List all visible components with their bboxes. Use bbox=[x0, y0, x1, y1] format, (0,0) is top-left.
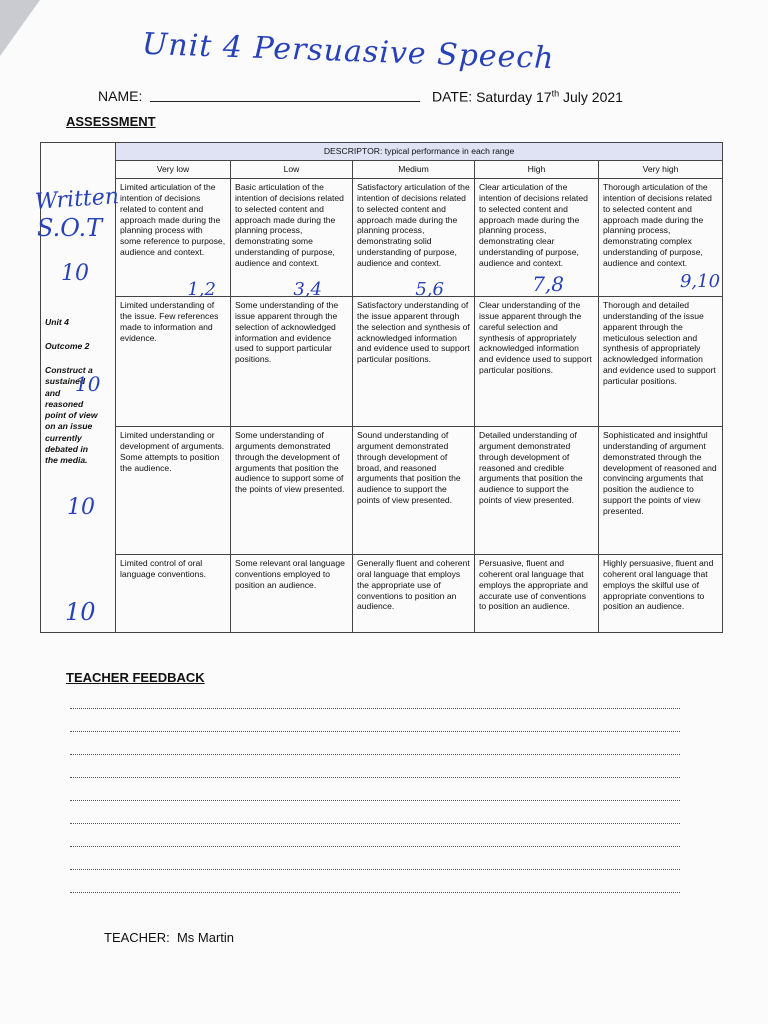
cell-r2-very-high: Thorough and detailed understanding of the issue apparent through the meticulous selection and synthesis of appropriately acknowledged information and evidence used to support particular positions. bbox=[599, 296, 723, 426]
assessment-heading: ASSESSMENT bbox=[66, 114, 156, 129]
level-low: Low bbox=[231, 160, 353, 178]
level-high: High bbox=[475, 160, 599, 178]
feedback-line[interactable] bbox=[70, 869, 680, 870]
feedback-line[interactable] bbox=[70, 777, 680, 778]
cell-r4-high: Persuasive, fluent and coherent oral language that employs the appropriate and accurate use of conventions to position an audience. bbox=[475, 554, 599, 632]
cell-r1-high bbox=[475, 178, 599, 296]
unit-label: Unit 4 bbox=[45, 317, 69, 327]
outcome-label: Outcome 2 bbox=[45, 341, 90, 351]
cell-r1-very-low bbox=[116, 178, 231, 300]
score-row-4: 10 bbox=[65, 598, 96, 626]
cell-r3-medium: Sound understanding of argument demonstrated through development of broad, and reasoned arguments that position the audience to support the points of view presented. bbox=[353, 426, 475, 554]
rubric-row-1 bbox=[41, 178, 723, 296]
rubric-row-2 bbox=[41, 296, 723, 426]
name-label: NAME: bbox=[98, 88, 143, 104]
teacher-label: TEACHER: bbox=[104, 930, 170, 945]
cell-r2-very-low: Limited understanding of the issue. Few references made to information and evidence. bbox=[116, 296, 231, 426]
hw-sot: S.O.T bbox=[37, 214, 103, 242]
task-line-7: currently bbox=[45, 433, 82, 443]
rubric-table bbox=[34, 142, 723, 633]
cell-r2-medium: Satisfactory understanding of the issue apparent through the selection and synthesis of acknowledged information and evidence used to support particular positions. bbox=[353, 296, 475, 426]
rubric-side-column bbox=[34, 143, 120, 633]
date-row bbox=[432, 88, 623, 105]
feedback-line[interactable] bbox=[70, 846, 680, 847]
feedback-line[interactable] bbox=[70, 800, 680, 801]
cell-r4-very-high: Highly persuasive, fluent and coherent oral language that employs the skilful use of appropriate conventions to position an audience. bbox=[599, 554, 723, 632]
level-medium: Medium bbox=[353, 160, 475, 178]
range-mark-4: 7,8 bbox=[532, 271, 564, 296]
cell-text: Thorough articulation of the intention of decisions related to selected content and approach made during the planning process, demonstrating complex understanding of purpose, audience and context. bbox=[603, 181, 712, 269]
date-value: Saturday 17th July 2021 bbox=[476, 88, 623, 105]
date-label: DATE: bbox=[432, 88, 473, 105]
cell-r3-very-high: Sophisticated and insightful understanding of argument demonstrated through the development of reasoned and convincing arguments that position the audience to support the points of view presented. bbox=[599, 426, 723, 554]
cell-text: Clear articulation of the intention of decisions related to selected content and approach made during the planning process, demonstrating clear understanding of purpose, audience and context. bbox=[479, 181, 588, 269]
feedback-line[interactable] bbox=[70, 754, 680, 755]
range-mark-1: 1,2 bbox=[187, 278, 216, 300]
feedback-line[interactable] bbox=[70, 708, 680, 709]
range-mark-5: 9,10 bbox=[679, 270, 721, 292]
cell-r2-low: Some understanding of the issue apparent through the selection of acknowledged information and evidence used to support particular positions. bbox=[231, 296, 353, 426]
cell-r2-high: Clear understanding of the issue apparent through the careful selection and synthesis of appropriately acknowledged information and evidence used to support particular positions. bbox=[475, 296, 599, 426]
cell-r4-low: Some relevant oral language conventions employed to position an audience. bbox=[231, 554, 353, 632]
task-line-9: the media. bbox=[45, 455, 88, 465]
task-line-2: sustained bbox=[45, 376, 86, 386]
feedback-line[interactable] bbox=[70, 823, 680, 824]
cell-r4-medium: Generally fluent and coherent oral language that employs the appropriate use of conventions to position an audience. bbox=[353, 554, 475, 632]
cell-r3-low: Some understanding of arguments demonstrated through the development of arguments that position the audience to support some of the points of view presented. bbox=[231, 426, 353, 554]
score-row-3: 10 bbox=[67, 495, 95, 520]
cell-r4-very-low: Limited control of oral language conventions. bbox=[116, 554, 231, 632]
feedback-line[interactable] bbox=[70, 892, 680, 893]
cell-text: Satisfactory articulation of the intention of decisions related to selected content and approach made during the planning process, demonstrating solid understanding of purpose, audience and context. bbox=[357, 181, 470, 269]
feedback-line[interactable] bbox=[70, 731, 680, 732]
cell-r1-medium bbox=[353, 178, 475, 300]
descriptor-row bbox=[41, 143, 723, 161]
task-line-6: on an issue bbox=[45, 421, 93, 431]
rubric-row-4 bbox=[41, 554, 723, 632]
task-line-8: debated in bbox=[45, 444, 88, 454]
cell-r3-very-low: Limited understanding or development of arguments. Some attempts to position the audience. bbox=[116, 426, 231, 554]
date-ordinal: th bbox=[551, 88, 560, 98]
task-line-3: and bbox=[45, 388, 61, 398]
level-very-high: Very high bbox=[599, 160, 723, 178]
name-field-line[interactable] bbox=[150, 101, 420, 102]
rubric-row-3 bbox=[41, 426, 723, 554]
cell-text: Limited articulation of the intention of decisions related to content and approach made during the planning process with some reference to purpose, audience and context. bbox=[120, 181, 226, 258]
task-line-5: point of view bbox=[45, 410, 98, 420]
task-line-1: Construct a bbox=[45, 365, 93, 375]
range-mark-3: 5,6 bbox=[415, 278, 444, 300]
teacher-name: Ms Martin bbox=[176, 930, 235, 945]
cell-r3-high: Detailed understanding of argument demonstrated through development of reasoned and credible arguments that position the audience to support the points of view presented. bbox=[475, 426, 599, 554]
teacher-row bbox=[104, 930, 234, 945]
page-corner bbox=[0, 0, 40, 56]
cell-text: Basic articulation of the intention of decisions related to selected content and approach made during the planning process, demonstrating some understanding of purpose, audience and context. bbox=[235, 181, 344, 269]
cell-r1-very-high bbox=[599, 178, 723, 296]
score-row-1: 10 bbox=[61, 261, 89, 286]
task-line-4: reasoned bbox=[45, 399, 84, 409]
teacher-feedback-heading: TEACHER FEEDBACK bbox=[66, 670, 205, 685]
hw-written: Written bbox=[34, 184, 120, 215]
level-very-low: Very low bbox=[116, 160, 231, 178]
score-row-2: 10 bbox=[75, 372, 101, 396]
handwritten-title: Unit 4 Persuasive Speech bbox=[141, 26, 556, 77]
levels-row bbox=[41, 160, 723, 178]
cell-r1-low bbox=[231, 178, 353, 300]
descriptor-heading: DESCRIPTOR: typical performance in each range bbox=[116, 143, 723, 161]
range-mark-2: 3,4 bbox=[293, 278, 322, 300]
